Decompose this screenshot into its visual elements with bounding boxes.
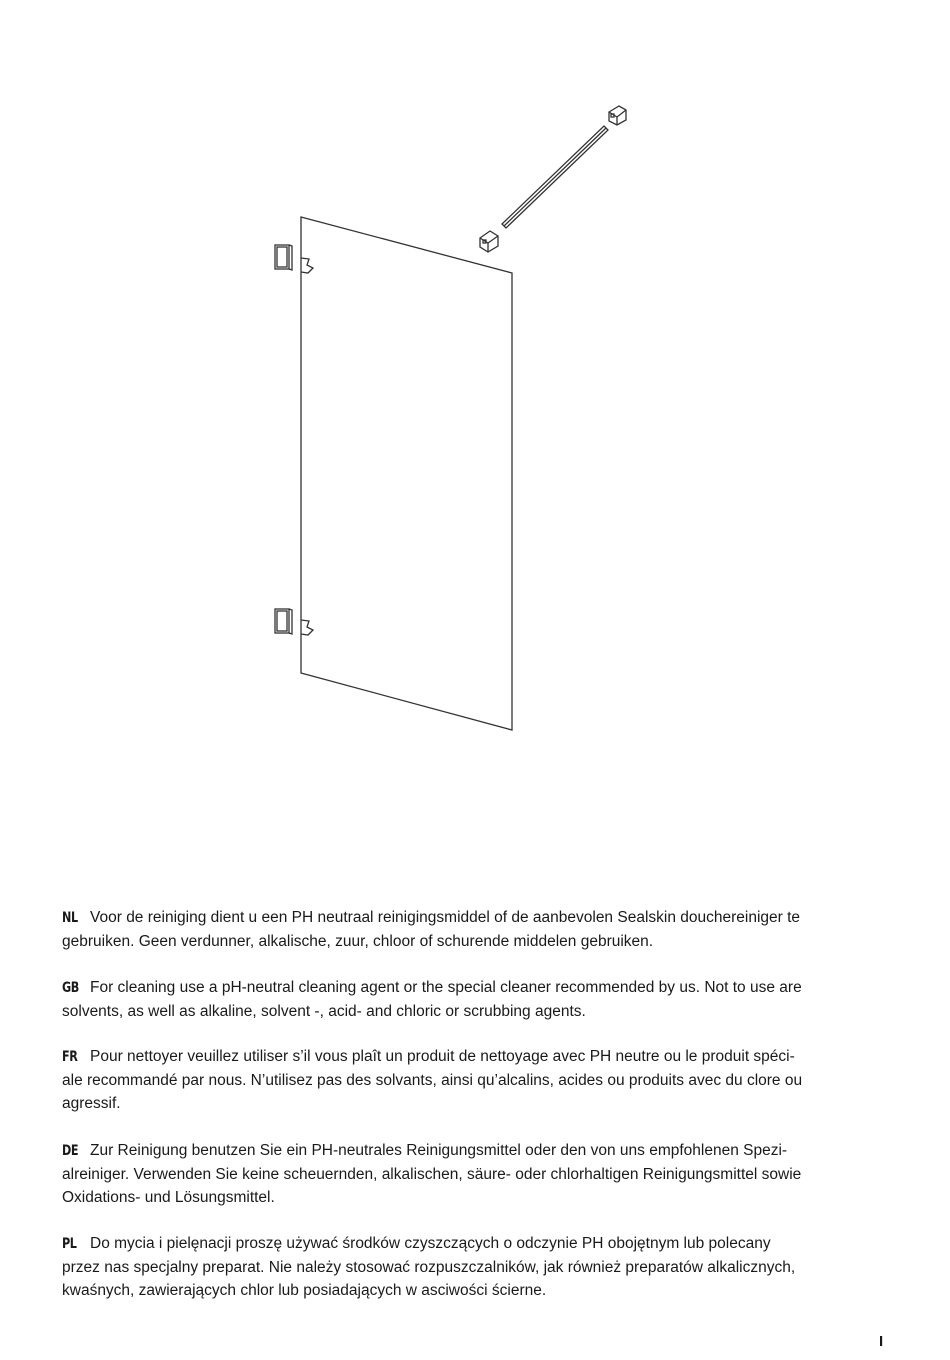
instruction-nl: NL Voor de reiniging dient u een PH neutraal reinigingsmiddel of de aanbevolen Sealskin douchereiniger te gebruiken. Geen verdunner, alkalische, zuur, chloor of schurende middelen gebruiken. xyxy=(62,909,801,950)
language-code: PL xyxy=(62,1236,77,1252)
lower-wall-bracket xyxy=(275,609,292,634)
language-code: FR xyxy=(62,1049,78,1065)
upper-wall-bracket xyxy=(275,245,292,270)
language-code: NL xyxy=(62,910,78,926)
language-code: GB xyxy=(62,980,79,996)
glass-panel xyxy=(301,217,512,730)
instruction-fr: FR Pour nettoyer veuillez utiliser s’il vous plaît un produit de nettoyage avec PH neutre ou le produit spéci- ale recommandé par nous. N’utilisez pas des solvants, ainsi qu’alcalins, acides ou produits avec du clore ou agressif. xyxy=(62,1048,803,1112)
wall-clamp xyxy=(609,106,626,125)
language-code: DE xyxy=(62,1143,79,1159)
instruction-gb: GB For cleaning use a pH-neutral cleaning agent or the special cleaner recommended by us. Not to use are solvents, as well as alkaline, solvent -, acid- and chloric or scrubbing agents. xyxy=(62,979,802,1020)
lower-hinge-notch xyxy=(301,620,313,635)
glass-clamp xyxy=(480,231,498,252)
upper-hinge-notch xyxy=(301,258,313,273)
stabilizer-bar xyxy=(502,126,608,228)
instruction-de: DE Zur Reinigung benutzen Sie ein PH-neutrales Reinigungsmittel oder den von uns empfohlenen Spezi- alreiniger. Verwenden Sie keine scheuernden, alkalischen, säure- oder chlorhaltigen Reinigungsmittel sowie Oxidations- und Lösungsmittel. xyxy=(62,1142,802,1206)
instruction-pl: PL Do mycia i pielęnacji proszę używać środków czyszczących o odczynie PH obojętnym lub polecany przez nas specjalny preparat. Nie należy stosować rozpuszczalników, jak również preparatów alkalicznych, kwaśnych, zawierających chlor lub posiadających w asciwości ścierne. xyxy=(62,1235,796,1299)
page-marker: I xyxy=(879,1333,884,1350)
